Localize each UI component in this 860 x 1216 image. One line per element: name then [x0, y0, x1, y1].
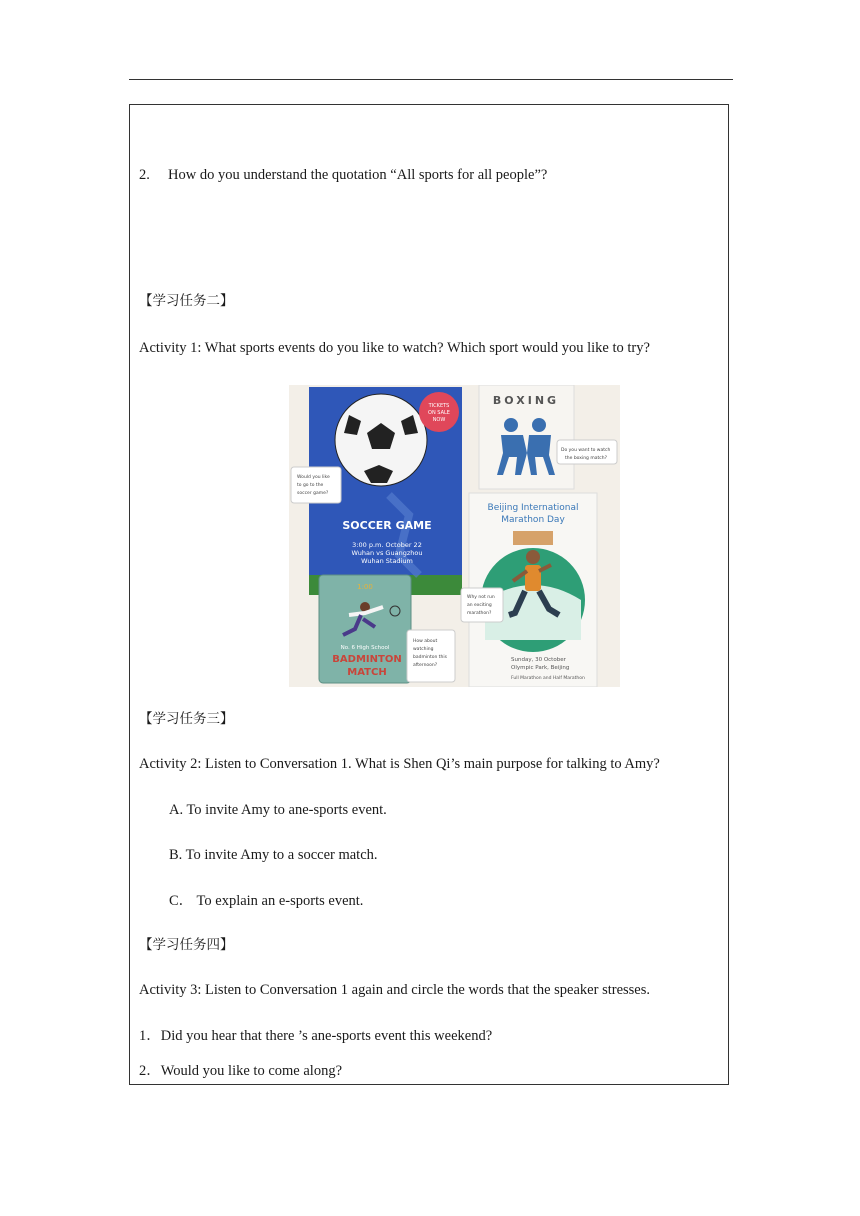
header-rule	[129, 79, 733, 80]
svg-text:marathon?: marathon?	[467, 611, 492, 616]
svg-text:watching: watching	[413, 647, 434, 652]
badminton-poster	[319, 575, 411, 683]
svg-text:afternoon?: afternoon?	[413, 663, 438, 668]
task-4-heading: 【学习任务四】	[139, 937, 234, 953]
badminton-school: No. 6 High School	[340, 645, 390, 651]
soccer-bubble	[291, 467, 341, 503]
boxing-bubble-2: the boxing match?	[565, 456, 607, 461]
badminton-top: 1:00	[357, 583, 373, 591]
soccer-title: SOCCER GAME	[342, 519, 432, 532]
marathon-title-2: Marathon Day	[501, 515, 565, 525]
marathon-detail-1: Sunday, 30 October	[511, 657, 566, 663]
marathon-bubble	[461, 588, 503, 622]
task-2-heading: 【学习任务二】	[139, 293, 234, 309]
svg-text:soccer game?: soccer game?	[297, 491, 329, 496]
activity-1-text: Activity 1: What sports events do you like to watch? Which sport would you like to try?	[139, 340, 650, 356]
tickets-line-1: TICKETS	[428, 403, 450, 409]
activity-2-text: Activity 2: Listen to Conversation 1. What is Shen Qi’s main purpose for talking to Amy?	[139, 756, 660, 772]
badminton-bubble	[407, 630, 455, 682]
sentence-2: 2．Would you like to come along?	[139, 1063, 342, 1079]
svg-text:to go to the: to go to the	[297, 483, 324, 488]
svg-text:badminton this: badminton this	[413, 655, 447, 660]
svg-text:How about: How about	[413, 639, 438, 644]
svg-text:an exciting: an exciting	[467, 603, 492, 608]
task-3-heading: 【学习任务三】	[139, 711, 234, 727]
soccer-detail-3: Wuhan Stadium	[361, 557, 413, 565]
badminton-title-1: BADMINTON	[332, 654, 402, 665]
svg-text:Would you like: Would you like	[297, 475, 330, 480]
badminton-title-2: MATCH	[347, 667, 387, 678]
marathon-title-1: Beijing International	[487, 503, 579, 513]
boxing-poster	[479, 385, 617, 489]
sentence-1: 1．Did you hear that there ’s ane-sports event this weekend?	[139, 1028, 493, 1044]
boxing-title: BOXING	[492, 394, 560, 407]
sports-posters-collage	[289, 385, 620, 687]
tickets-line-3: NOW	[432, 417, 446, 423]
activity-3-text: Activity 3: Listen to Conversation 1 again and circle the words that the speaker stresses.	[139, 982, 650, 998]
boxing-bubble-1: Do you want to watch	[561, 448, 611, 453]
marathon-detail-2: Olympic Park, Beijing	[511, 665, 570, 671]
svg-text:Why not run: Why not run	[467, 595, 495, 600]
tickets-line-2: ON SALE	[428, 410, 450, 416]
soccer-detail-1: 3:00 p.m. October 22	[352, 541, 422, 549]
marathon-detail-3: Full Marathon and Half Marathon	[511, 676, 585, 681]
option-a: A. To invite Amy to ane-sports event.	[169, 802, 387, 818]
soccer-detail-2: Wuhan vs Guangzhou	[351, 549, 423, 557]
option-b: B. To invite Amy to a soccer match.	[169, 847, 378, 863]
option-c: C． To explain an e-sports event.	[169, 893, 364, 909]
question-2-text: How do you understand the quotation “All sports for all people”?	[168, 167, 548, 183]
question-2-number: 2.	[139, 167, 150, 183]
